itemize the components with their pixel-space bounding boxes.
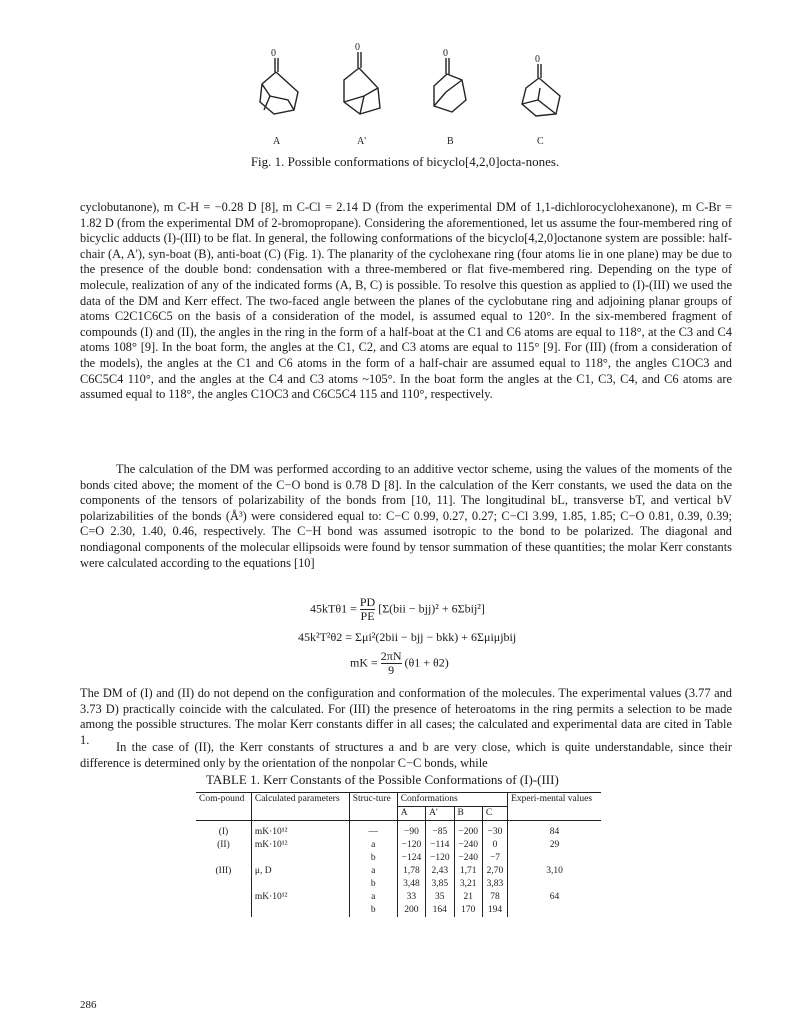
cell-structure: b bbox=[349, 852, 397, 865]
header-conf-B: B bbox=[454, 807, 482, 821]
page-number: 286 bbox=[80, 999, 97, 1011]
cell-A-prime: 164 bbox=[426, 904, 454, 917]
atom-label-A: 0 bbox=[271, 48, 276, 59]
equation-3 bbox=[350, 650, 449, 677]
cell-B: 21 bbox=[454, 891, 482, 904]
cell-A: 3,48 bbox=[397, 878, 425, 891]
paragraph-4-text: In the case of (II), the Kerr constants of structures a and b are very close, which is quite understandable, since their difference is determined only by the orientation of the nonpolar C−C bonds, while bbox=[80, 740, 732, 770]
header-compound: Com-pound bbox=[196, 793, 251, 821]
paragraph-4 bbox=[80, 740, 732, 771]
table-row bbox=[196, 904, 601, 917]
label-A-prime: A' bbox=[357, 136, 367, 147]
cell-experimental: 29 bbox=[508, 839, 601, 852]
structure-A-prime bbox=[344, 52, 380, 114]
cell-structure: — bbox=[349, 821, 397, 840]
label-C: C bbox=[537, 136, 544, 147]
atom-label-A-prime: 0 bbox=[355, 42, 360, 53]
cell-A: 200 bbox=[397, 904, 425, 917]
cell-B: −240 bbox=[454, 839, 482, 852]
cell-A: 1,78 bbox=[397, 865, 425, 878]
cell-A: −124 bbox=[397, 852, 425, 865]
cell-param: mK·10¹² bbox=[251, 839, 349, 852]
table-row bbox=[196, 878, 601, 891]
structure-B bbox=[434, 58, 466, 112]
cell-C: 2,70 bbox=[482, 865, 507, 878]
structure-A bbox=[260, 58, 298, 114]
header-params: Calculated parameters bbox=[251, 793, 349, 821]
header-experimental: Experi-mental values bbox=[508, 793, 601, 821]
cell-compound bbox=[196, 878, 251, 891]
cell-param: μ, D bbox=[251, 865, 349, 878]
table-title: TABLE 1. Kerr Constants of the Possible Conformations of (I)-(III) bbox=[206, 772, 559, 787]
eq1-right: [Σ(bii − bjj)² + 6Σbij²] bbox=[378, 601, 485, 616]
structure-labels bbox=[273, 136, 544, 147]
eq1-fraction bbox=[360, 596, 375, 623]
cell-C: −30 bbox=[482, 821, 507, 840]
paragraph-1 bbox=[80, 200, 732, 403]
cell-A-prime: −114 bbox=[426, 839, 454, 852]
cell-C: 3,83 bbox=[482, 878, 507, 891]
equation-2: 45k²T²θ2 = Σμi²(2bii − bjj − bkk) + 6Σμiμjbij bbox=[298, 630, 517, 644]
cell-compound bbox=[196, 852, 251, 865]
header-conf-A: A bbox=[397, 807, 425, 821]
table-row bbox=[196, 852, 601, 865]
cell-B: −200 bbox=[454, 821, 482, 840]
cell-experimental bbox=[508, 904, 601, 917]
atom-label-B: 0 bbox=[443, 48, 448, 59]
header-conf-A-prime: A' bbox=[426, 807, 454, 821]
cell-A-prime: −120 bbox=[426, 852, 454, 865]
cell-compound: (I) bbox=[218, 827, 229, 837]
cell-C: 0 bbox=[482, 839, 507, 852]
cell-compound: (II) bbox=[217, 840, 230, 850]
paragraph-2 bbox=[80, 462, 732, 571]
header-conf-C: C bbox=[482, 807, 507, 821]
table-row bbox=[196, 865, 601, 878]
figure-caption: Fig. 1. Possible conformations of bicyclo[4,2,0]octa-nones. bbox=[250, 154, 560, 169]
cell-param: mK·10¹² bbox=[251, 891, 349, 904]
atom-label-C: 0 bbox=[535, 54, 540, 65]
label-B: B bbox=[447, 136, 454, 147]
cell-C: 78 bbox=[482, 891, 507, 904]
cell-structure: a bbox=[349, 865, 397, 878]
table-row bbox=[196, 821, 601, 840]
header-structure: Struc-ture bbox=[349, 793, 397, 821]
cell-experimental: 84 bbox=[508, 821, 601, 840]
table-row bbox=[196, 839, 601, 852]
eq1-left: 45kTθ1 = bbox=[310, 601, 357, 616]
eq3-denominator: 9 bbox=[381, 663, 402, 677]
header-conformations: Conformations bbox=[397, 793, 507, 807]
eq3-fraction bbox=[381, 650, 402, 677]
eq1-numerator: PD bbox=[359, 595, 376, 609]
cell-experimental bbox=[508, 878, 601, 891]
cell-A-prime: −85 bbox=[426, 821, 454, 840]
cell-param: mK·10¹² bbox=[251, 821, 349, 840]
atom-labels bbox=[271, 42, 540, 65]
cell-structure: a bbox=[349, 891, 397, 904]
cell-A-prime: 35 bbox=[426, 891, 454, 904]
cell-A: −120 bbox=[397, 839, 425, 852]
structure-C bbox=[522, 64, 560, 116]
cell-experimental: 64 bbox=[508, 891, 601, 904]
cell-C: −7 bbox=[482, 852, 507, 865]
cell-experimental: 3,10 bbox=[508, 865, 601, 878]
eq3-right: (θ1 + θ2) bbox=[404, 655, 449, 670]
cell-A: −90 bbox=[397, 821, 425, 840]
eq3-left: mK = bbox=[350, 655, 378, 670]
cell-A: 33 bbox=[397, 891, 425, 904]
conformations-figure bbox=[240, 30, 570, 152]
cell-compound bbox=[196, 904, 251, 917]
cell-structure: b bbox=[349, 878, 397, 891]
eq1-denominator: PE bbox=[360, 609, 375, 623]
table-row bbox=[196, 891, 601, 904]
equation-1 bbox=[310, 596, 485, 623]
paragraph-3-text: The DM of (I) and (II) do not depend on the configuration and conformation of the molecules. The experimental values (3.77 and 3.73 D) practically coincide with the calculated. For (III) the presence of heteroatoms in the ring permits a selection to be made among the possible structures. The molar Kerr constants differ in all cases; the calculated and experimental data are cited in Table 1. bbox=[80, 686, 732, 747]
cell-B: −240 bbox=[454, 852, 482, 865]
kerr-table bbox=[196, 792, 601, 917]
eq3-numerator: 2πN bbox=[380, 649, 402, 663]
cell-B: 170 bbox=[454, 904, 482, 917]
cell-B: 3,21 bbox=[454, 878, 482, 891]
cell-structure: a bbox=[349, 839, 397, 852]
cell-A-prime: 3,85 bbox=[426, 878, 454, 891]
cell-param bbox=[251, 852, 349, 865]
cell-experimental bbox=[508, 852, 601, 865]
cell-compound: (III) bbox=[215, 866, 232, 876]
cell-compound bbox=[196, 891, 251, 904]
cell-param bbox=[251, 904, 349, 917]
cell-C: 194 bbox=[482, 904, 507, 917]
cell-structure: b bbox=[349, 904, 397, 917]
paragraph-2-text: The calculation of the DM was performed according to an additive vector scheme, using the values of the moments of the bonds cited above; the moment of the C−O bond is 0.78 D [8]. In the calculation of the Kerr constants, we used the data on the components of the tensors of polarizability of the bonds from [10, 11]. The longitudinal bL, transverse bT, and vertical bV polarizabilities of the bonds (Å³) were considered equal to: C−C 0.99, 0.27, 0.27; C−Cl 3.99, 1.85, 1.85; C−O 0.81, 0.39, 0.39; C=O 2.30, 1.40, 0.46, respectively. The C−H bond was assumed isotropic to the bond to be polarized. The diagonal and nondiagonal components of the molecular ellipsoids were found by tensor summation of these quantities; the molar Kerr constants were calculated according to the equations [10] bbox=[80, 462, 732, 570]
cell-param bbox=[251, 878, 349, 891]
label-A: A bbox=[273, 136, 281, 147]
cell-A-prime: 2,43 bbox=[426, 865, 454, 878]
cell-B: 1,71 bbox=[454, 865, 482, 878]
paragraph-1-text: cyclobutanone), m C-H = −0.28 D [8], m C-Cl = 2.14 D (from the experimental DM of 1,1-dichlorocyclohexanone), m C-Br = 1.82 D (from the experimental DM of 2-bromopropane). Considering the aforementioned, let us assume the four-membered ring of bicyclic adducts (I)-(III) to be flat. In general, the following conformations of the bicyclo[4,2,0]octanone system are possible: half-chair (A, A'), syn-boat (B), anti-boat (C) (Fig. 1). The planarity of the cyclohexane ring (four atoms lie in one plane) may be due to the presence of the double bond: condensation with a three-membered or flat five-membered ring. Depending on the type of molecule, realization of any of the indicated forms (A, B, C) is possible. To resolve this question as applied to (I)-(III) we used the data of the DM and Kerr effect. The two-faced angle between the planes of the cyclobutane ring and adjoining planar groups of atoms C2C1C6C5 on the basis of a consideration of the model, is assumed equal to 120°. In the six-membered fragment of compounds (I) and (II), the angles in the ring in the form of a half-boat at the C1 and C6 atoms are equal to 118°, at the C3 and C4 atoms 108° [9]. In the boat form, the angles at the C1, C2, and C3 atoms are equal to 115° [9]. For (III) (from a consideration of the models), the angles at the C1 and C6 atoms in the form of a half-chair are assumed equal to 118°, the angles C1OC3 and C6C5C4 110°, and the angles at the C4 and C3 atoms ~105°. In the boat form the angles at the C1, C3, C4, and C6 atoms are assumed equal to 118°, the angles C1OC3 and C6C5C4 115 and 110°, respectively. bbox=[80, 200, 732, 402]
